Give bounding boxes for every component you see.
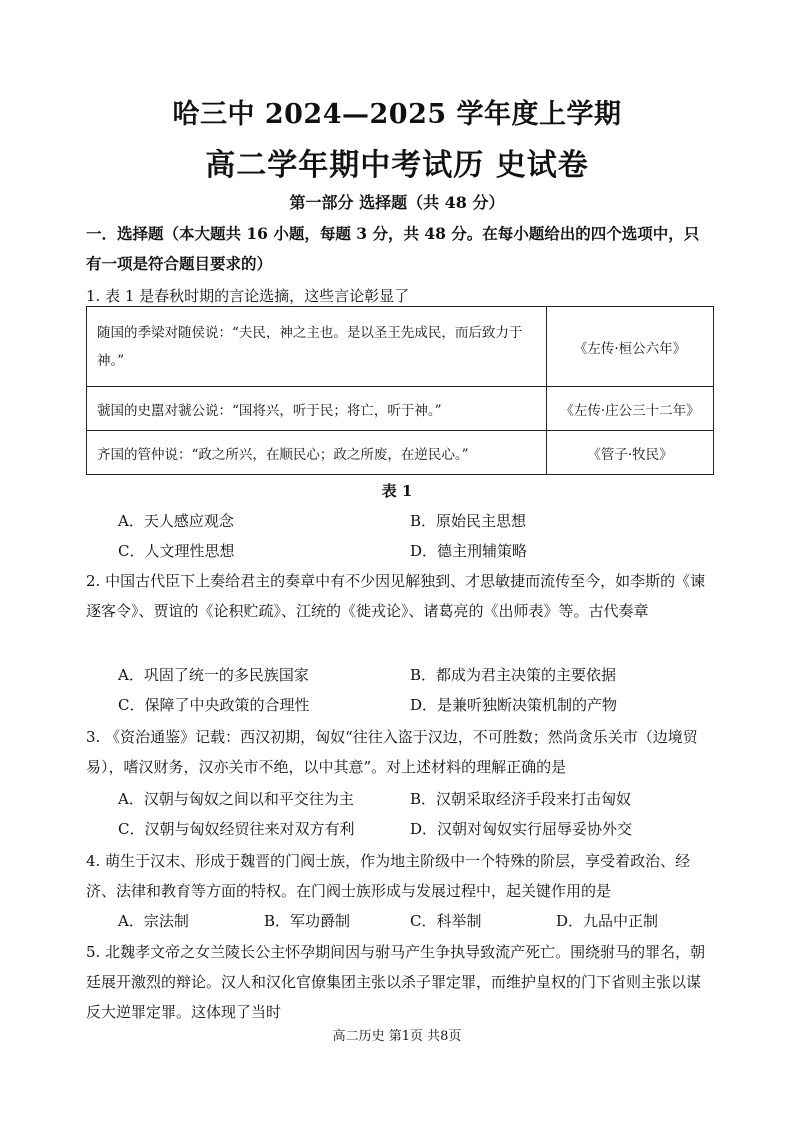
question-4-options — [118, 906, 718, 936]
table-row — [87, 387, 714, 431]
option-a[interactable]: A．天人感应观念 — [118, 512, 234, 530]
table-caption: 表 1 — [381, 482, 413, 500]
table-row — [87, 431, 714, 475]
question-3-stem: 3. 《资治通鉴》记载：西汉初期，匈奴“往往入盗于汉边，不可胜数；然尚贪乐关市（边境贸易），嗜汉财务，汉亦关市不绝，以中其意”。对上述材料的理解正确的是 — [86, 728, 698, 776]
table-cell-source: 《左传·庄公三十二年》 — [547, 387, 714, 431]
option-c[interactable]: C．保障了中央政策的合理性 — [118, 696, 310, 714]
question-5-stem: 5. 北魏孝文帝之女兰陵长公主怀孕期间因与驸马产生争执导致流产死亡。围绕驸马的罪名，朝廷展开激烈的辩论。汉人和汉化官僚集团主张以杀子罪定罪，而维护皇权的门下省则主张以谋反大逆罪定罪。这体现了当时 — [86, 943, 706, 1021]
option-d[interactable]: D．汉朝对匈奴实行屈辱妥协外交 — [410, 820, 633, 838]
table-cell-quote: 齐国的管仲说：“政之所兴，在顺民心；政之所废，在逆民心。” — [87, 431, 547, 475]
option-a[interactable]: A．宗法制 — [118, 912, 189, 930]
option-c[interactable]: C．汉朝与匈奴经贸往来对双方有利 — [118, 820, 355, 838]
question-3-options — [118, 784, 718, 844]
option-d[interactable]: D．九品中正制 — [556, 912, 659, 930]
option-c[interactable]: C．人文理性思想 — [118, 542, 235, 560]
option-a[interactable]: A．汉朝与匈奴之间以和平交往为主 — [118, 790, 354, 808]
question-1-stem: 1. 表 1 是春秋时期的言论选摘，这些言论彰显了 — [86, 287, 410, 305]
question-2-stem: 2. 中国古代臣下上奏给君主的奏章中有不少因见解独到、才思敏捷而流传至今，如李斯的《谏逐客令》、贾谊的《论积贮疏》、江统的《徙戎论》、诸葛亮的《出师表》等。古代奏章 — [86, 572, 706, 620]
section-instructions: 一．选择题（本大题共 16 小题，每题 3 分，共 48 分。在每小题给出的四个选项中，只有一项是符合题目要求的） — [86, 224, 700, 273]
exam-title-school: 哈三中 2024—2025 学年度上学期 — [172, 99, 622, 130]
question-1-options — [118, 506, 718, 566]
question-4-stem: 4. 萌生于汉末、形成于魏晋的门阀士族，作为地主阶级中一个特殊的阶层，享受着政治、经济、法律和教育等方面的特权。在门阀士族形成与发展过程中，起关键作用的是 — [86, 852, 691, 900]
part-heading: 第一部分 选择题（共 48 分） — [289, 193, 505, 212]
option-b[interactable]: B．军功爵制 — [264, 912, 351, 930]
table-cell-source: 《管子·牧民》 — [547, 431, 714, 475]
option-d[interactable]: D．是兼听独断决策机制的产物 — [410, 696, 618, 714]
option-b[interactable]: B．都成为君主决策的主要依据 — [410, 666, 617, 684]
table-cell-quote: 随国的季梁对随侯说：“夫民，神之主也。是以圣王先成民，而后致力于神。” — [87, 307, 547, 387]
exam-title-subject: 高二学年期中考试历 史试卷 — [205, 148, 589, 183]
page-footer: 高二历史 第1页 共8页 — [332, 1029, 462, 1044]
option-d[interactable]: D．德主刑辅策略 — [410, 542, 528, 560]
option-b[interactable]: B．汉朝采取经济手段来打击匈奴 — [410, 790, 632, 808]
question-1-table — [86, 306, 714, 475]
option-a[interactable]: A．巩固了统一的多民族国家 — [118, 666, 309, 684]
option-b[interactable]: B．原始民主思想 — [410, 512, 527, 530]
question-2-options — [118, 660, 718, 720]
option-c[interactable]: C．科举制 — [410, 912, 482, 930]
table-cell-quote: 虢国的史嚚对虢公说：“国将兴，听于民；将亡，听于神。” — [87, 387, 547, 431]
table-cell-source: 《左传·桓公六年》 — [547, 307, 714, 387]
table-row — [87, 307, 714, 387]
